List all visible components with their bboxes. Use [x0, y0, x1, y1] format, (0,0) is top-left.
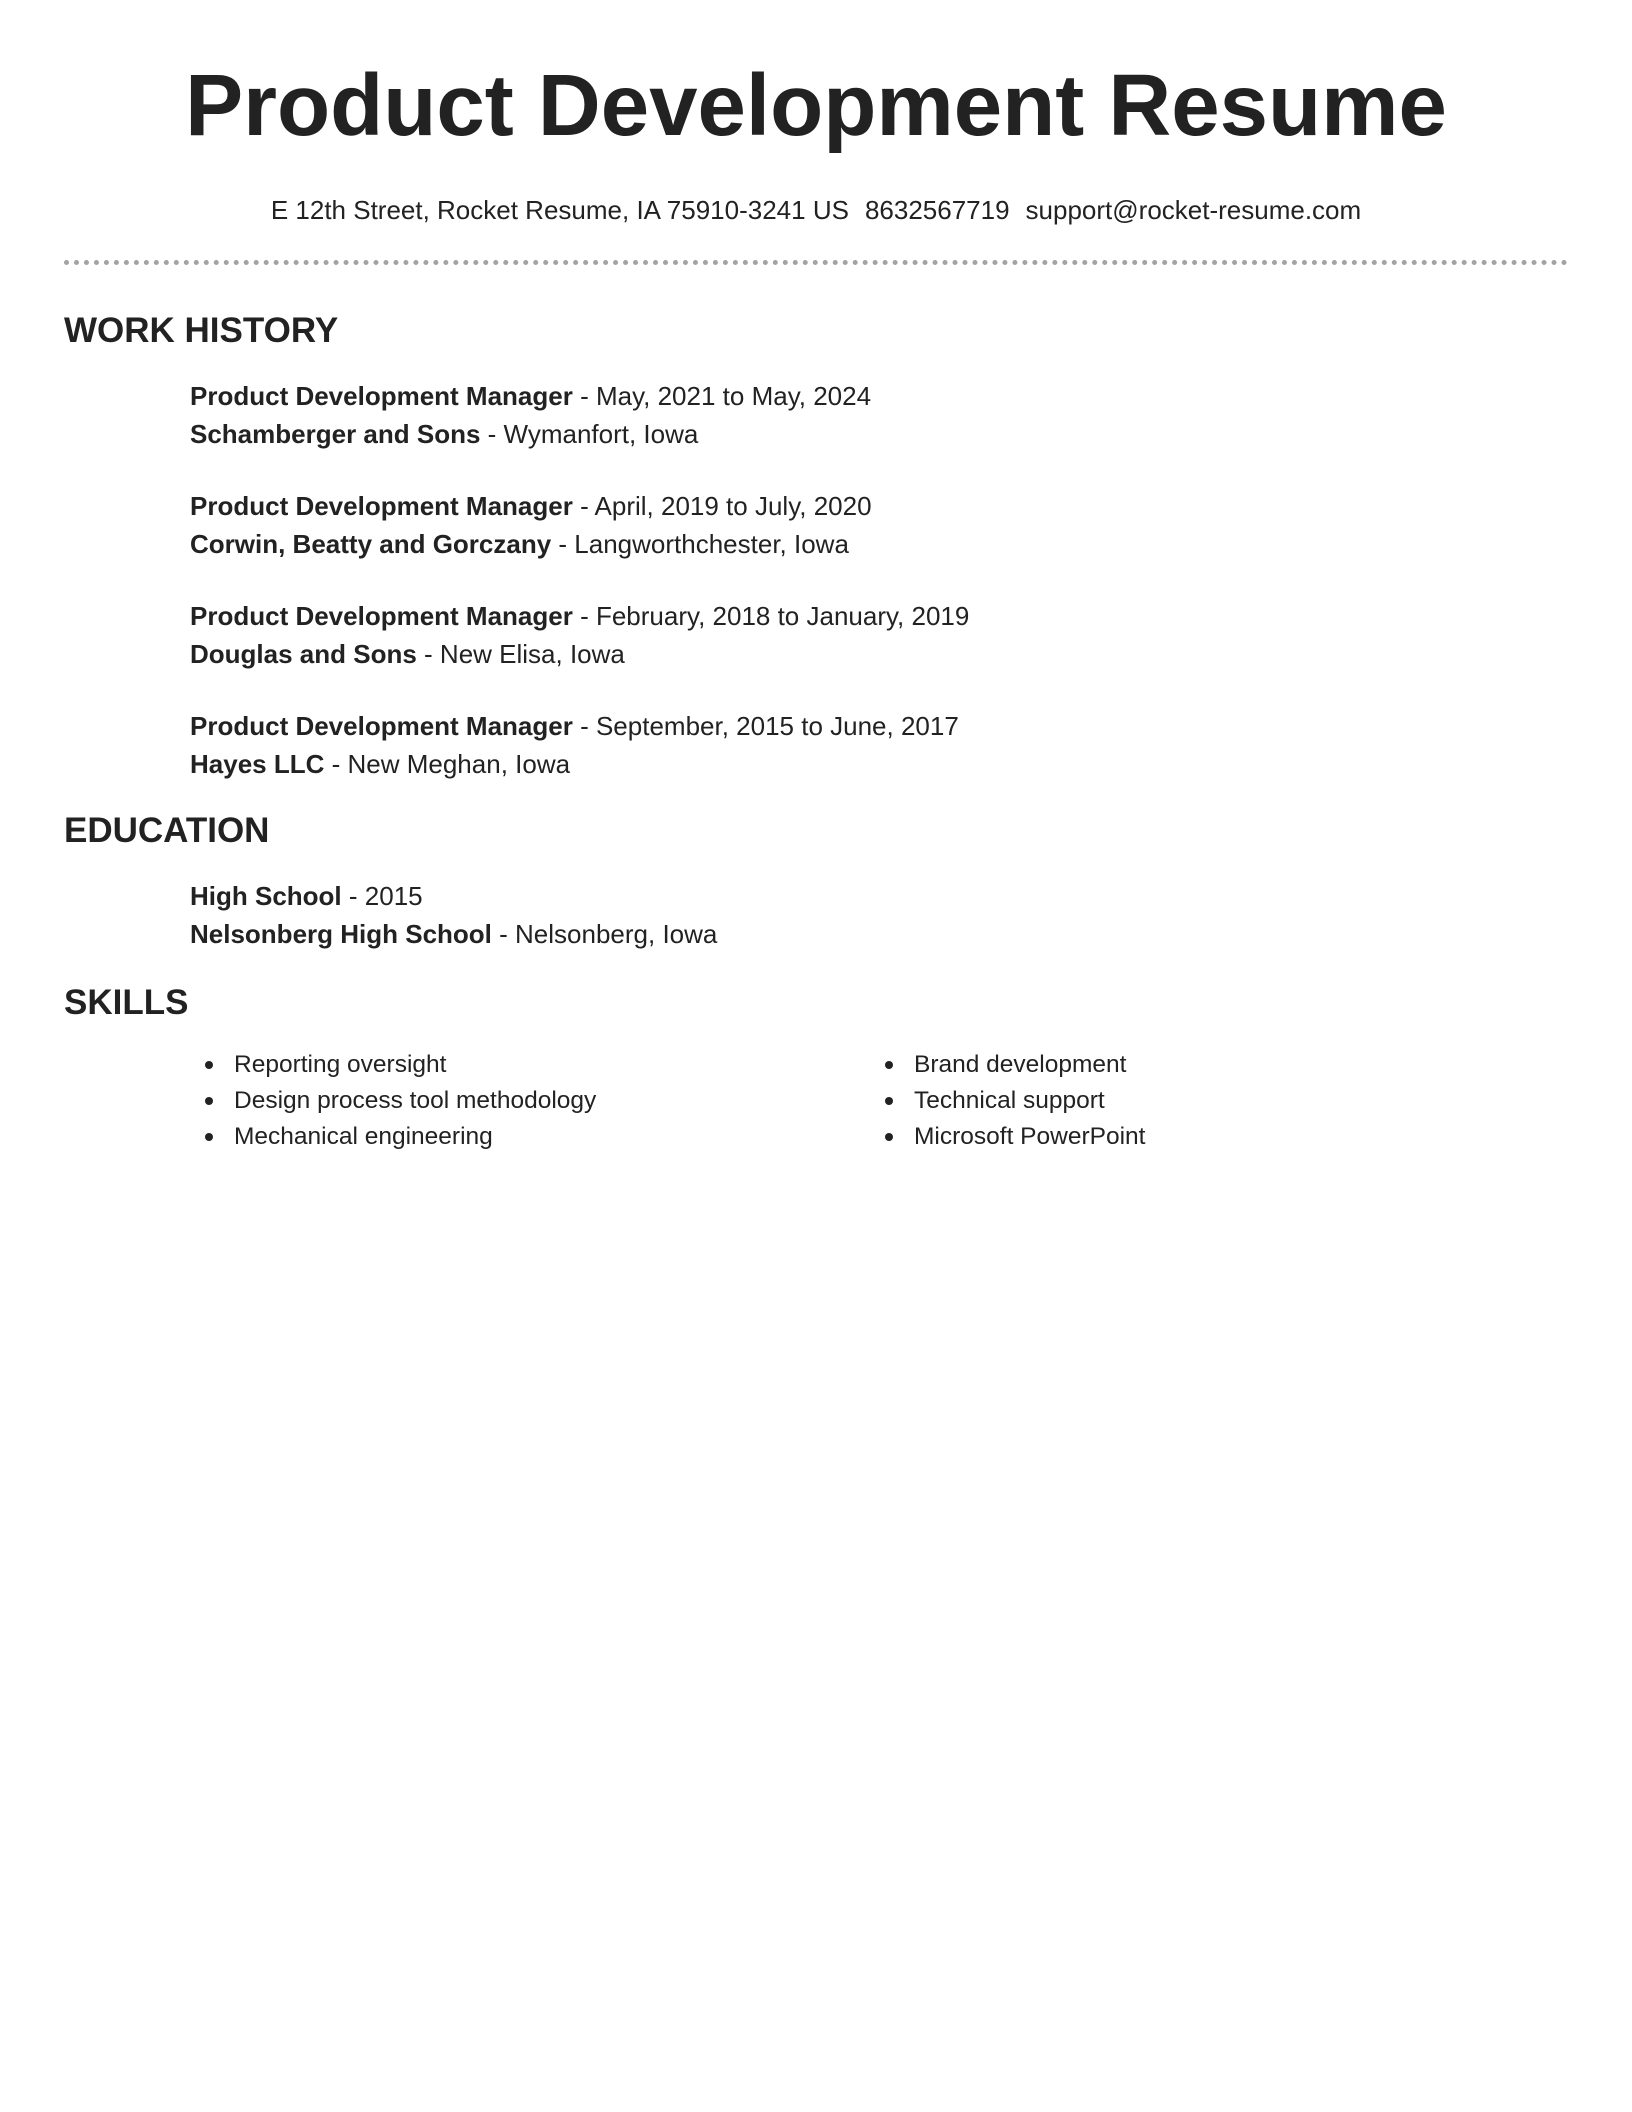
- header-divider: [64, 260, 1568, 265]
- contact-phone: 8632567719: [864, 195, 1010, 225]
- skills-column-left: [190, 1047, 870, 1155]
- skill-item: [190, 1083, 870, 1119]
- work-history-heading: WORK HISTORY: [64, 311, 339, 350]
- skill-label: Reporting oversight: [234, 1051, 447, 1078]
- bullet-icon: [205, 1097, 213, 1105]
- company-location: - Wymanfort, Iowa: [480, 419, 699, 449]
- work-entry-title-line: [190, 487, 1568, 525]
- skill-label: Design process tool methodology: [234, 1087, 597, 1114]
- education-entry: [190, 877, 1568, 953]
- contact-address: E 12th Street, Rocket Resume, IA 75910-3241 US: [270, 195, 849, 225]
- work-entry: [190, 377, 1568, 453]
- bullet-icon: [885, 1097, 893, 1105]
- work-entry: [190, 487, 1568, 563]
- job-dates: - April, 2019 to July, 2020: [572, 491, 872, 521]
- company-name: Douglas and Sons: [190, 639, 417, 669]
- skill-label: Microsoft PowerPoint: [914, 1123, 1146, 1150]
- company-location: - New Elisa, Iowa: [416, 639, 625, 669]
- job-dates: - September, 2015 to June, 2017: [572, 711, 959, 741]
- skill-label: Mechanical engineering: [234, 1123, 493, 1150]
- job-title: Product Development Manager: [190, 601, 573, 631]
- bullet-icon: [885, 1133, 893, 1141]
- graduation-year: - 2015: [341, 881, 423, 911]
- education-heading: EDUCATION: [64, 811, 270, 850]
- skill-item: [190, 1119, 870, 1155]
- school-name: Nelsonberg High School: [190, 919, 492, 949]
- skills-heading: SKILLS: [64, 983, 189, 1022]
- work-entry-company-line: [190, 415, 1568, 453]
- company-location: - Langworthchester, Iowa: [551, 529, 849, 559]
- company-location: - New Meghan, Iowa: [324, 749, 571, 779]
- skill-item: [870, 1083, 1550, 1119]
- job-title: Product Development Manager: [190, 381, 573, 411]
- job-title: Product Development Manager: [190, 711, 573, 741]
- work-entry: [190, 707, 1568, 783]
- work-entry: [190, 597, 1568, 673]
- bullet-icon: [205, 1133, 213, 1141]
- skill-label: Technical support: [914, 1087, 1105, 1114]
- company-name: Corwin, Beatty and Gorczany: [190, 529, 552, 559]
- education-school-line: [190, 915, 1568, 953]
- education-list: [64, 877, 1568, 953]
- job-title: Product Development Manager: [190, 491, 573, 521]
- skill-item: [190, 1047, 870, 1083]
- education-degree-line: [190, 877, 1568, 915]
- work-history-list: [64, 377, 1568, 783]
- work-entry-title-line: [190, 377, 1568, 415]
- work-entry-title-line: [190, 707, 1568, 745]
- skill-item: [870, 1119, 1550, 1155]
- work-entry-title-line: [190, 597, 1568, 635]
- contact-info: [64, 194, 1568, 226]
- skills-column-right: [870, 1047, 1550, 1155]
- company-name: Hayes LLC: [190, 749, 325, 779]
- work-entry-company-line: [190, 745, 1568, 783]
- skills-list: [64, 1047, 1568, 1155]
- work-entry-company-line: [190, 635, 1568, 673]
- resume-title: Product Development Resume: [185, 57, 1447, 154]
- bullet-icon: [205, 1061, 213, 1069]
- contact-email: support@rocket-resume.com: [1025, 195, 1362, 225]
- skill-label: Brand development: [914, 1051, 1127, 1078]
- job-dates: - February, 2018 to January, 2019: [572, 601, 970, 631]
- job-dates: - May, 2021 to May, 2024: [572, 381, 872, 411]
- work-entry-company-line: [190, 525, 1568, 563]
- school-location: - Nelsonberg, Iowa: [491, 919, 718, 949]
- company-name: Schamberger and Sons: [190, 419, 481, 449]
- skill-item: [870, 1047, 1550, 1083]
- degree: High School: [190, 881, 342, 911]
- bullet-icon: [885, 1061, 893, 1069]
